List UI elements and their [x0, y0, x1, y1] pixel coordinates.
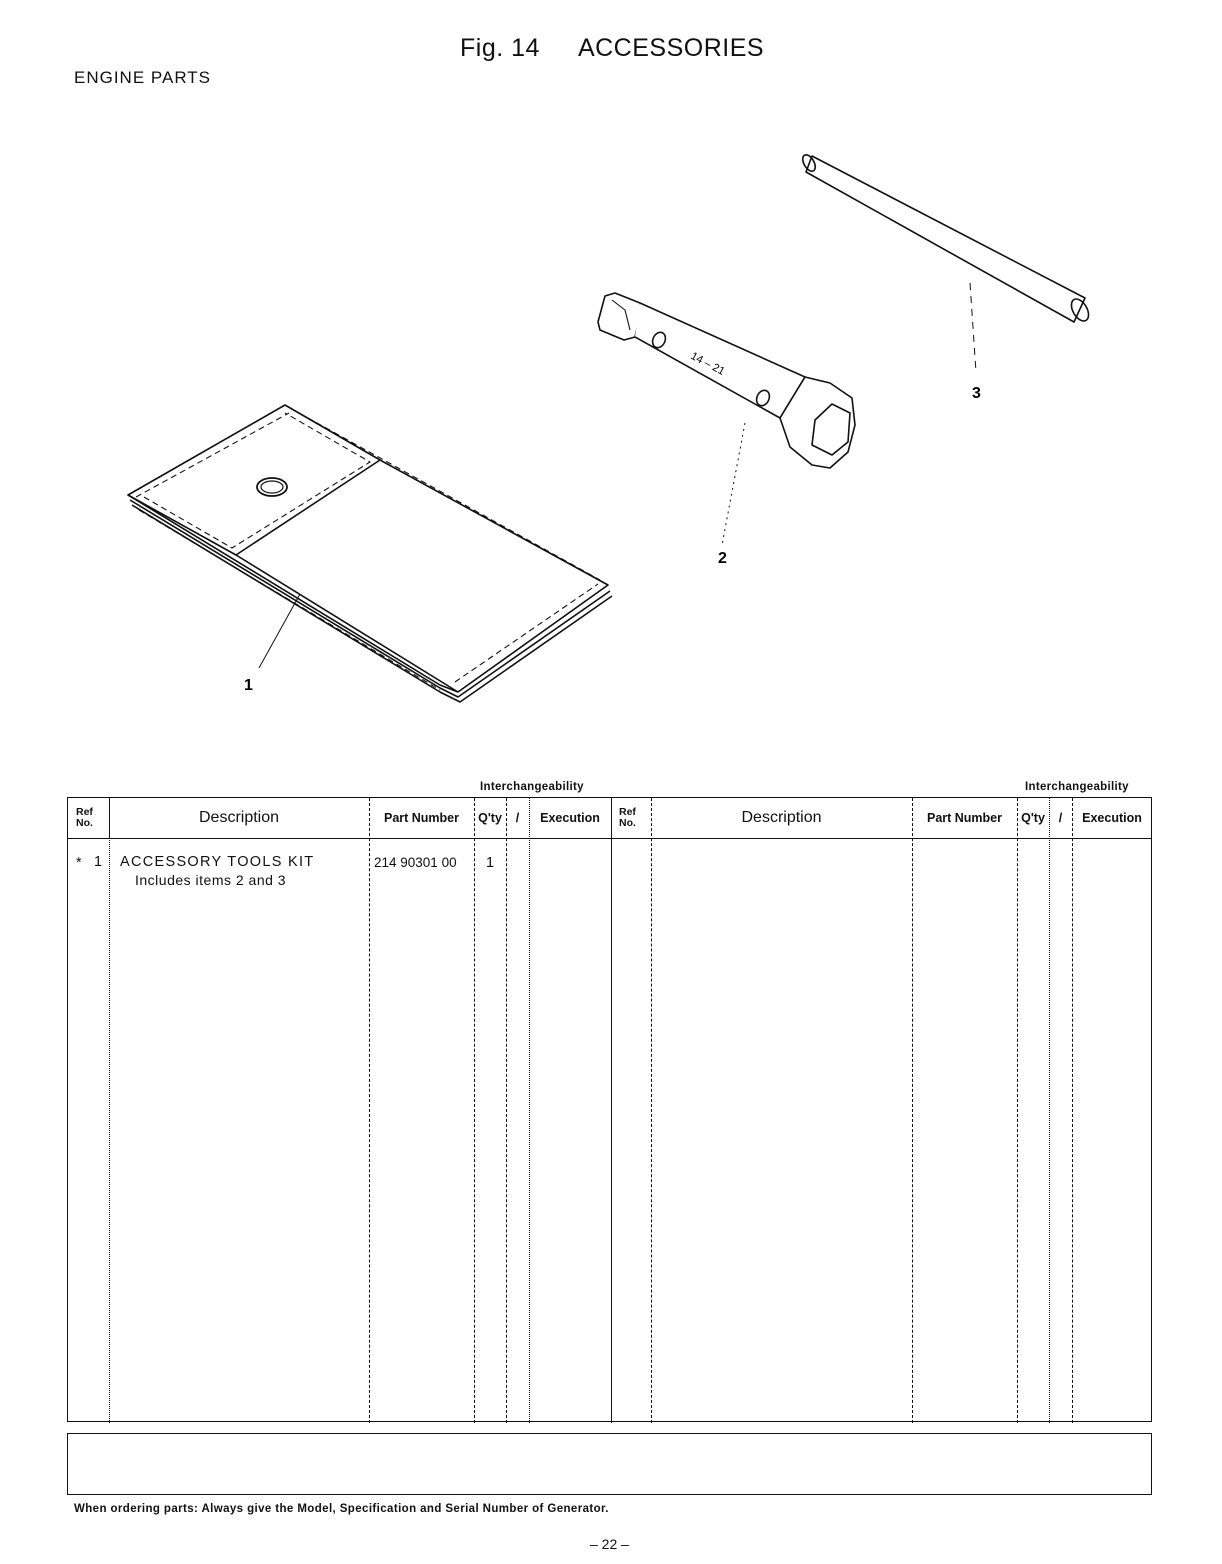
page-number: – 22 –: [590, 1536, 629, 1552]
notes-box: [67, 1433, 1152, 1495]
callout-1: 1: [244, 677, 253, 694]
tool-bag-drawing: [128, 405, 612, 702]
row-part-number: 214 90301 00: [374, 855, 457, 870]
row-description-note: Includes items 2 and 3: [135, 872, 287, 888]
header-qty-right: Q'ty: [1021, 811, 1045, 825]
header-description-right: Description: [741, 809, 822, 826]
parts-table: [67, 797, 1152, 1422]
exploded-illustration: [0, 0, 1222, 740]
header-ref-line2: No.: [76, 817, 93, 829]
interchangeability-label-left: Interchangeability: [480, 781, 584, 793]
figure-name: ACCESSORIES: [577, 34, 765, 62]
row-mark: *: [76, 855, 82, 871]
interchangeability-label-right: Interchangeability: [1025, 781, 1129, 793]
box-wrench-drawing: [598, 293, 855, 545]
header-slash-right: /: [1058, 811, 1063, 825]
row-description: ACCESSORY TOOLS KIT: [120, 854, 315, 870]
figure-number: Fig. 14: [460, 34, 540, 62]
header-description-left: Description: [198, 809, 280, 826]
callout-3: 3: [972, 385, 981, 402]
header-ref-line2-right: No.: [619, 817, 636, 829]
header-execution-right: Execution: [1082, 811, 1142, 825]
header-part-number-right: Part Number: [926, 811, 1003, 825]
header-execution-left: Execution: [540, 811, 600, 825]
section-label: ENGINE PARTS: [74, 68, 212, 87]
header-part-number-left: Part Number: [383, 811, 460, 825]
ordering-note: When ordering parts: Always give the Model, Specification and Serial Number of Generator.: [74, 1503, 609, 1515]
row-ref-no: 1: [94, 854, 103, 870]
header-ref-line1-right: Ref: [619, 806, 636, 818]
row-qty: 1: [486, 855, 495, 871]
header-qty-left: Q'ty: [478, 811, 502, 825]
header-slash-left: /: [515, 811, 520, 825]
header-ref-line1: Ref: [76, 806, 93, 818]
callout-2: 2: [718, 550, 727, 567]
tommy-bar-drawing: [800, 153, 1092, 372]
wrench-marking: 14 – 21: [688, 350, 727, 378]
